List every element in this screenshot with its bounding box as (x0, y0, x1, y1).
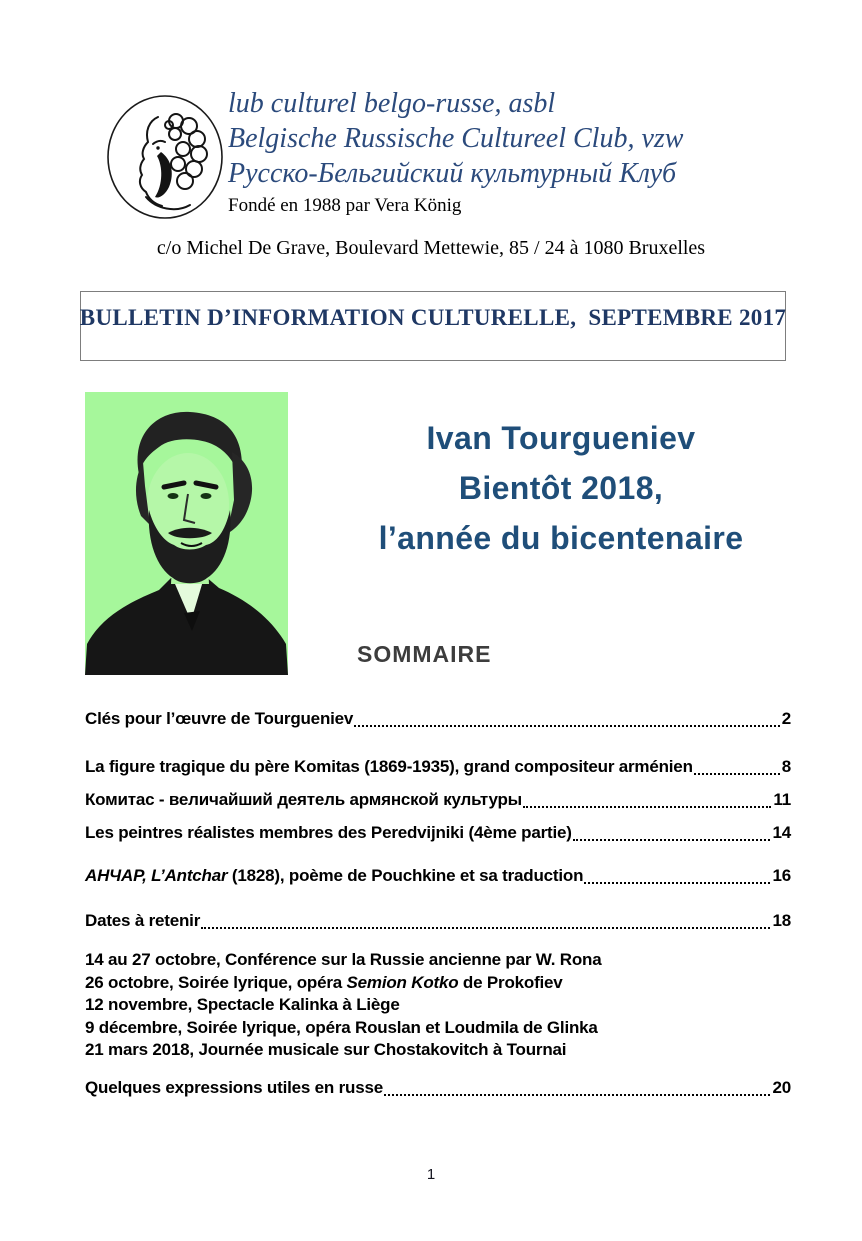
toc-item-label-italic: АНЧАР, L’Antchar (85, 866, 228, 885)
toc-item (85, 910, 791, 932)
pushkin-logo-icon (104, 92, 226, 224)
founded-line: Fondé en 1988 par Vera König (228, 195, 462, 216)
event-line: 9 décembre, Soirée lyrique, opéra Rouslan et Loudmila de Glinka (85, 1017, 598, 1037)
bulletin-banner (80, 291, 786, 361)
tourgueniev-portrait-image (85, 392, 288, 675)
club-name-ru: Русско-Бельгийский культурный Клуб (228, 158, 677, 189)
toc-item-label: Clés pour l’œuvre de Tourgueniev (85, 709, 354, 728)
dot-leader (201, 927, 770, 929)
toc-item-page: 8 (781, 757, 791, 776)
club-name-nl: Belgische Russische Cultureel Club, vzw (228, 123, 684, 154)
feature-title-line2: Bientôt 2018, (458, 470, 664, 506)
address-line: c/o Michel De Grave, Boulevard Mettewie, 85 / 24 à 1080 Bruxelles (156, 237, 706, 259)
event-line: 21 mars 2018, Journée musicale sur Chostakovitch à Tournai (85, 1040, 567, 1059)
toc-item-label: Комитас - величайший деятель армянской культуры (85, 790, 522, 809)
page-number: 1 (426, 1166, 436, 1183)
toc-item (85, 865, 791, 887)
table-of-contents (85, 708, 791, 1099)
event-opera-title: Semion Kotko (346, 972, 459, 992)
toc-item-page: 11 (773, 790, 791, 809)
toc-item-label: La figure tragique du père Komitas (1869-1935), grand compositeur arménien (85, 757, 693, 776)
dot-leader (523, 806, 771, 808)
toc-item-page: 14 (772, 823, 791, 842)
toc-item-label: Quelques expressions utiles en russe (85, 1077, 383, 1097)
toc-item (85, 822, 791, 844)
dot-leader (573, 839, 771, 841)
header-block (228, 86, 788, 218)
event-line: 12 novembre, Spectacle Kalinka à Liège (85, 995, 400, 1014)
toc-item (85, 708, 791, 730)
sommaire-heading: SOMMAIRE (357, 641, 492, 667)
dot-leader (354, 725, 780, 727)
feature-title-line3: l’année du bicentenaire (378, 520, 744, 556)
event-line: 14 au 27 octobre, Conférence sur la Russie ancienne par W. Rona (85, 950, 602, 969)
feature-title (328, 413, 794, 563)
event-line: 26 octobre, Soirée lyrique, opéra Semion Kotko de Prokofiev (85, 972, 563, 992)
toc-item-label: Les peintres réalistes membres des Peredvijniki (4ème partie) (85, 823, 572, 842)
dot-leader (384, 1094, 771, 1096)
toc-item-page: 18 (772, 911, 791, 930)
toc-item-label: Dates à retenir (85, 911, 201, 930)
toc-item-label: АНЧАР, L’Antchar (1828), poème de Pouchkine et sa traduction (85, 866, 584, 885)
feature-title-line1: Ivan Tourgueniev (426, 420, 696, 456)
toc-item-page: 20 (772, 1077, 791, 1097)
toc-item-page: 2 (781, 709, 791, 728)
toc-item (85, 789, 791, 811)
club-name-fr: lub culturel belgo-russe, asbl (228, 88, 556, 119)
events-list (85, 949, 791, 1062)
toc-item (85, 1077, 791, 1099)
dot-leader (694, 773, 780, 775)
dot-leader (584, 882, 770, 884)
toc-item (85, 756, 791, 778)
bulletin-banner-text: BULLETIN D’INFORMATION CULTURELLE, SEPTEMBRE 2017 (79, 305, 787, 330)
toc-item-page: 16 (772, 866, 791, 885)
